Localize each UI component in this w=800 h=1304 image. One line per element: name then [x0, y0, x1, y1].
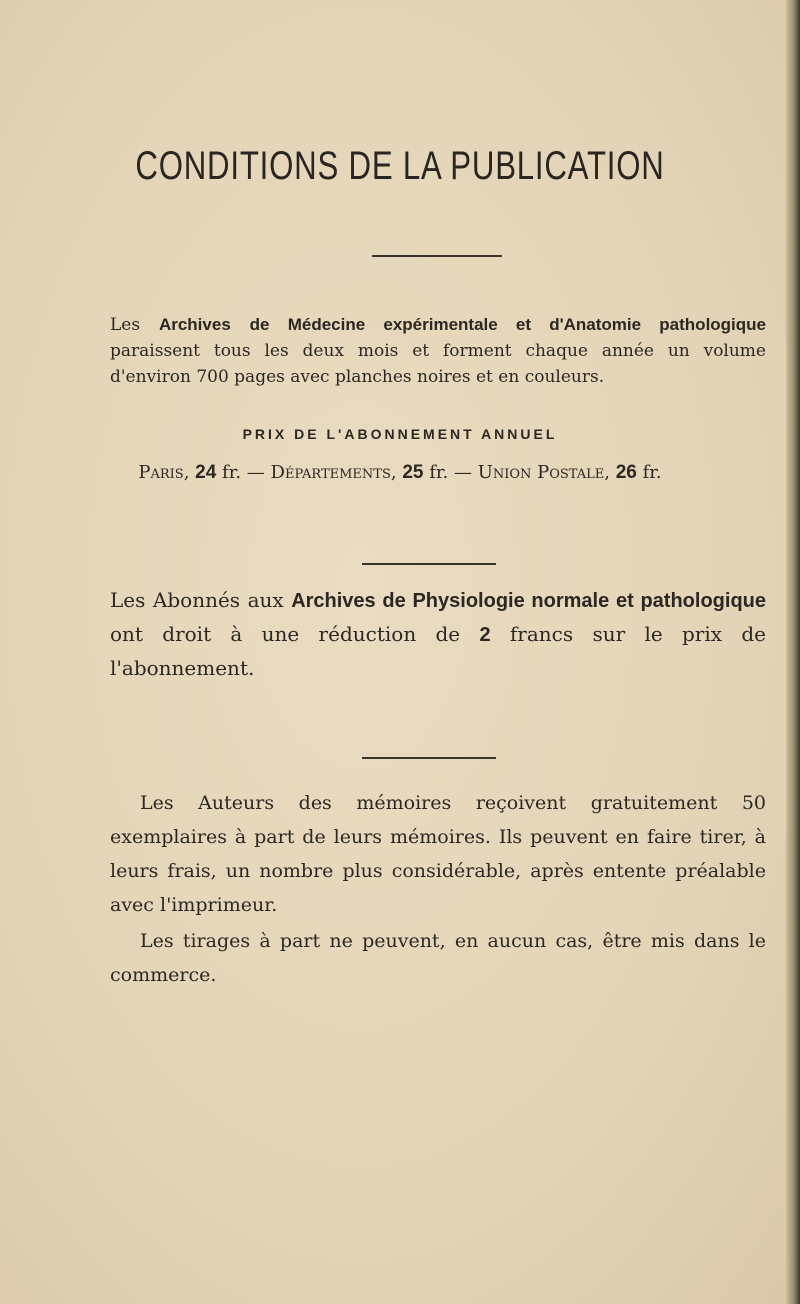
page-title: CONDITIONS DE LA PUBLICATION	[135, 144, 665, 188]
title-divider	[372, 255, 502, 257]
price-paris-currency: fr.	[222, 462, 242, 483]
price-union-value: 26	[615, 462, 637, 483]
authors-paragraph: Les Auteurs des mémoires reçoivent gratuitement 50 exemplaires à part de leurs mémoires. Ils peuvent en faire tirer, à leurs frais, un nombre plus considérable, après entente préalable avec l'imprimeur.	[110, 792, 766, 916]
intro-text-1: Les	[110, 315, 159, 335]
subscribers-text-2: ont droit à une réduction de	[110, 622, 480, 646]
intro-bold-journal-name: de Médecine expérimentale et d'Anatomie pathologique	[249, 315, 767, 334]
price-union-label: Union Postale,	[477, 462, 610, 483]
section-divider-1	[362, 563, 496, 565]
offprints-paragraph: Les tirages à part ne peuvent, en aucun cas, être mis dans le commerce.	[110, 930, 766, 986]
subscription-heading: PRIX DE L'ABONNEMENT ANNUEL	[242, 426, 558, 442]
intro-bold-archives: Archives	[158, 315, 231, 334]
subscribers-text-1: Les Abonnés aux	[110, 588, 292, 612]
price-departements-label: Départements,	[270, 462, 397, 483]
subscribers-paragraph	[110, 584, 766, 685]
subscribers-bold-journal-name: Archives de Physiologie normale et pathologique	[291, 590, 767, 612]
intro-text-3: paraissent tous les deux mois et forment chaque année un volume d'environ 700 pages avec planches noires et en couleurs.	[110, 341, 766, 387]
subscription-prices	[0, 462, 800, 484]
price-departements-currency: fr.	[429, 462, 449, 483]
section-divider-2	[362, 757, 496, 759]
subscribers-text-3: francs sur le prix de l'abonnement.	[110, 622, 766, 680]
subscribers-bold-amount: 2	[479, 624, 491, 646]
price-union-currency: fr.	[642, 462, 662, 483]
price-paris-value: 24	[195, 462, 217, 483]
price-separator-1: —	[246, 462, 265, 483]
page-edge-shadow	[786, 0, 800, 1304]
intro-paragraph	[110, 312, 766, 390]
price-departements-value: 25	[402, 462, 424, 483]
price-separator-2: —	[453, 462, 472, 483]
intro-text-2	[231, 315, 250, 335]
price-paris-label: Paris,	[138, 462, 190, 483]
